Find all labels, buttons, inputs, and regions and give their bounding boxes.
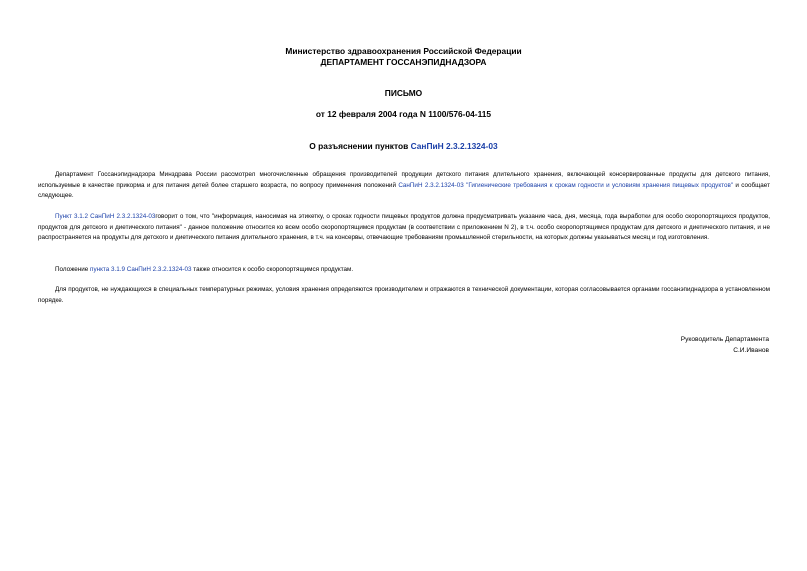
paragraph-point-3-1-2 <box>38 212 770 244</box>
sanpin-title-link[interactable]: "Гигиенические требования к срокам годности и условиям хранения пищевых продуктов" <box>466 181 734 189</box>
ministry-name: Министерство здравоохранения Российской Федерации <box>285 46 522 56</box>
paragraph-text: говорит о том, что "информация, наносимая на этикетку, о сроках годности пищевых продуктов должна предусматривать указание часа, дня, месяца, года выработки для особо скоропортящихся продуктов, продуктов для детского и диетического питания" - данное положение относится ко всем особо скоропортящимся продуктам (в соответствии с приложением N 2), в т.ч. особо скоропортящимся продуктам для детского и диетического питания, и не распространяется на продукты для детского и диетического питания длительного хранения, в т.ч. на консервы, отвечающие требованиям промышленной стерильности, на которых должны указываться месяц и год изготовления. <box>38 213 771 242</box>
document-subject <box>0 141 807 151</box>
paragraph-text: Для продуктов, не нуждающихся в специальных температурных режимах, условия хранения определяются производителем и отражаются в технической документации, которая согласовывается органами госсанэпиднадзора в установленном порядке. <box>38 286 770 304</box>
point-3-1-9-link[interactable]: пункта 3.1.9 СанПиН 2.3.2.1324-03 <box>90 266 192 273</box>
paragraph-storage-conditions <box>38 285 770 306</box>
paragraph-text: Положение <box>55 266 91 273</box>
signatory-title: Руководитель Департамента <box>680 336 769 343</box>
paragraph-point-3-1-9 <box>38 265 770 276</box>
document-date-number: от 12 февраля 2004 года N 1100/576-04-115 <box>315 109 492 119</box>
point-3-1-2-link[interactable]: Пункт 3.1.2 СанПиН 2.3.2.1324-03 <box>55 213 156 220</box>
paragraph-intro <box>38 170 770 202</box>
sanpin-link[interactable]: СанПиН 2.3.2.1324-03 <box>398 181 464 189</box>
document-type: ПИСЬМО <box>384 88 423 98</box>
paragraph-text: также относится к особо скоропортящимся продуктам. <box>191 266 354 273</box>
subject-prefix: О разъяснении пунктов <box>309 141 411 151</box>
subject-sanpin-link[interactable]: СанПиН 2.3.2.1324-03 <box>410 141 498 151</box>
paragraph-text: Департамент Госсанэпиднадзора Минздрава России рассмотрел многочисленные обращения производителей продукции детского питания длительного хранения, включающей консервированные продукты для детского питания, используемые в качестве прикорма и для питания детей более старшего возраста, по вопросу применения положений <box>38 171 770 189</box>
paragraph-text: и сообщает следующее. <box>38 181 770 200</box>
document-header <box>0 46 807 68</box>
signature-block <box>681 334 769 356</box>
signatory-name: С.И.Иванов <box>733 347 769 354</box>
department-name: ДЕПАРТАМЕНТ ГОССАНЭПИДНАДЗОРА <box>320 57 487 67</box>
